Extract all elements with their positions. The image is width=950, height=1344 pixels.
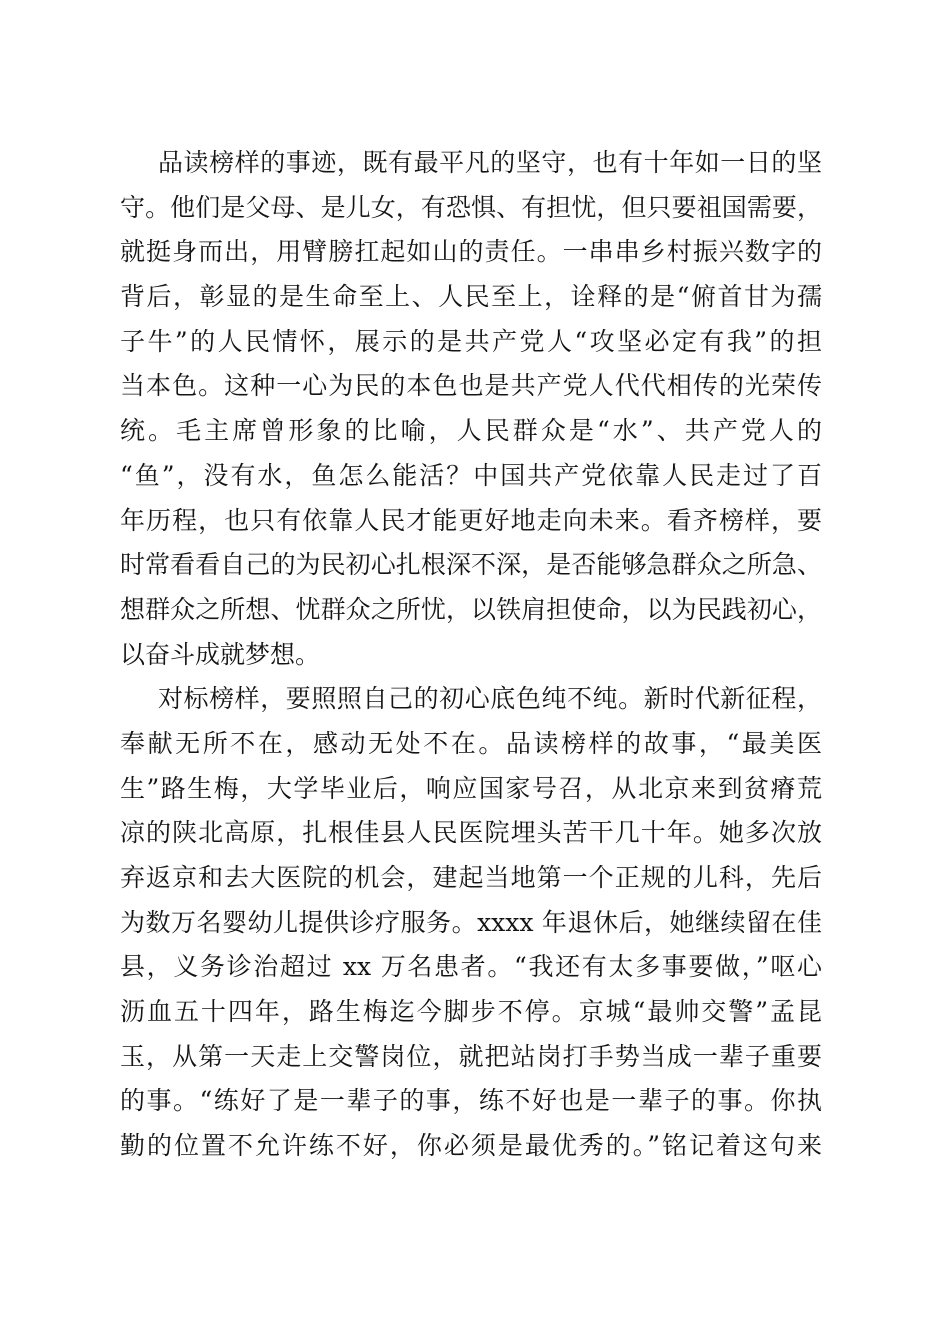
body-text: [120, 141, 822, 1169]
text-line: 年历程，也只有依靠人民才能更好地走向未来。看齐榜样，要: [120, 505, 822, 535]
text-line: 想群众之所想、忧群众之所忧，以铁肩担使命，以为民践初心，: [120, 594, 822, 624]
text-line: 统。毛主席曾形象的比喻，人民群众是“水”、共产党人的: [120, 416, 822, 446]
text-line: 子牛”的人民情怀，展示的是共产党人“攻坚必定有我”的担: [120, 326, 822, 356]
text-line: 的事。“练好了是一辈子的事，练不好也是一辈子的事。你执: [120, 1086, 822, 1116]
text-line: 弃返京和去大医院的机会，建起当地第一个正规的儿科，先后: [120, 863, 822, 892]
text-line: 奉献无所不在，感动无处不在。品读榜样的故事，“最美医: [120, 728, 822, 758]
text-line: 沥血五十四年，路生梅迄今脚步不停。京城“最帅交警”孟昆: [120, 997, 822, 1027]
text-line: 时常看看自己的为民初心扎根深不深，是否能够急群众之所急、: [120, 550, 822, 580]
text-line: 凉的陕北高原，扎根佳县人民医院埋头苦干几十年。她多次放: [120, 818, 822, 848]
text-line: 守。他们是父母、是儿女，有恐惧、有担忧，但只要祖国需要，: [120, 192, 822, 222]
text-line: 玉，从第一天走上交警岗位，就把站岗打手势当成一辈子重要: [120, 1041, 822, 1071]
text-line: 就挺身而出，用臂膀扛起如山的责任。一串串乡村振兴数字的: [120, 237, 822, 267]
text-line: 背后，彰显的是生命至上、人民至上，诠释的是“俯首甘为孺: [120, 282, 822, 312]
text-line: 生”路生梅，大学毕业后，响应国家号召，从北京来到贫瘠荒: [120, 773, 822, 803]
text-line: 当本色。这种一心为民的本色也是共产党人代代相传的光荣传: [120, 371, 822, 401]
text-line: 对标榜样，要照照自己的初心底色纯不纯。新时代新征程，: [158, 684, 822, 714]
paragraph-2: [120, 677, 822, 1169]
paragraph-1: [120, 141, 822, 677]
text-line: 县，义务诊治超过 xx 万名患者。“我还有太多事要做，”呕心: [120, 952, 822, 982]
text-line: 品读榜样的事迹，既有最平凡的坚守，也有十年如一日的坚: [158, 148, 822, 177]
text-line: 以奋斗成就梦想。: [120, 639, 321, 669]
text-line: “鱼”，没有水，鱼怎么能活？中国共产党依靠人民走过了百: [120, 460, 822, 490]
text-line: 勤的位置不允许练不好，你必须是最优秀的。”铭记着这句来: [120, 1131, 822, 1161]
text-line: 为数万名婴幼儿提供诊疗服务。xxxx 年退休后，她继续留在佳: [120, 907, 822, 937]
